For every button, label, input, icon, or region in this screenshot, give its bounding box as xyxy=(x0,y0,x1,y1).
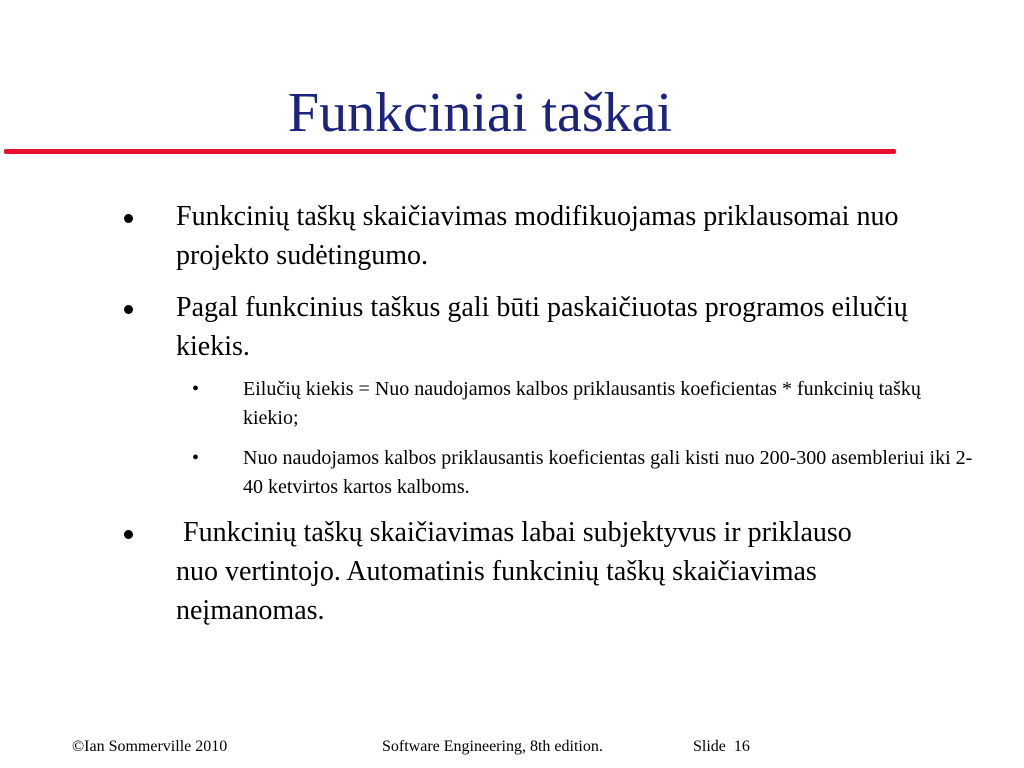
bullet-dot-icon xyxy=(124,214,133,223)
slide-title: Funkciniai taškai xyxy=(287,82,673,144)
sub-bullet-dot-icon: • xyxy=(192,378,200,400)
sub-bullet-item-2 xyxy=(192,444,973,502)
bullet-text-3: Funkcinių taškų skaičiavimas labai subjektyvus ir priklauso nuo vertintojo. Automatinis funkcinių taškų skaičiavimas neįmanomas. xyxy=(176,517,859,626)
sub-bullet-dot-icon: • xyxy=(192,447,200,469)
footer-copyright: ©Ian Sommerville 2010 xyxy=(72,738,228,755)
footer-book-title: Software Engineering, 8th edition. xyxy=(382,738,603,755)
sub-bullet-text-2: Nuo naudojamos kalbos priklausantis koeficientas gali kisti nuo 200-300 asembleriui iki 2-40 ketvirtos kartos kalboms. xyxy=(243,447,973,498)
sub-bullet-item-1 xyxy=(192,375,973,433)
bullet-dot-icon xyxy=(124,530,133,539)
bullet-text-2: Pagal funkcinius taškus gali būti paskaičiuotas programos eilučių kiekis. xyxy=(176,292,908,362)
bullet-item-1 xyxy=(176,197,976,275)
bullet-dot-icon xyxy=(124,305,133,314)
bullet-item-2 xyxy=(176,288,976,366)
bullet-item-3 xyxy=(176,513,896,630)
bullet-text-1: Funkcinių taškų skaičiavimas modifikuojamas priklausomai nuo projekto sudėtingumo. xyxy=(176,201,899,271)
title-underline xyxy=(4,149,896,154)
footer-slide-number: Slide 16 xyxy=(693,738,750,755)
sub-bullet-text-1: Eilučių kiekis = Nuo naudojamos kalbos priklausantis koeficientas * funkcinių taškų kiekio; xyxy=(243,378,921,429)
